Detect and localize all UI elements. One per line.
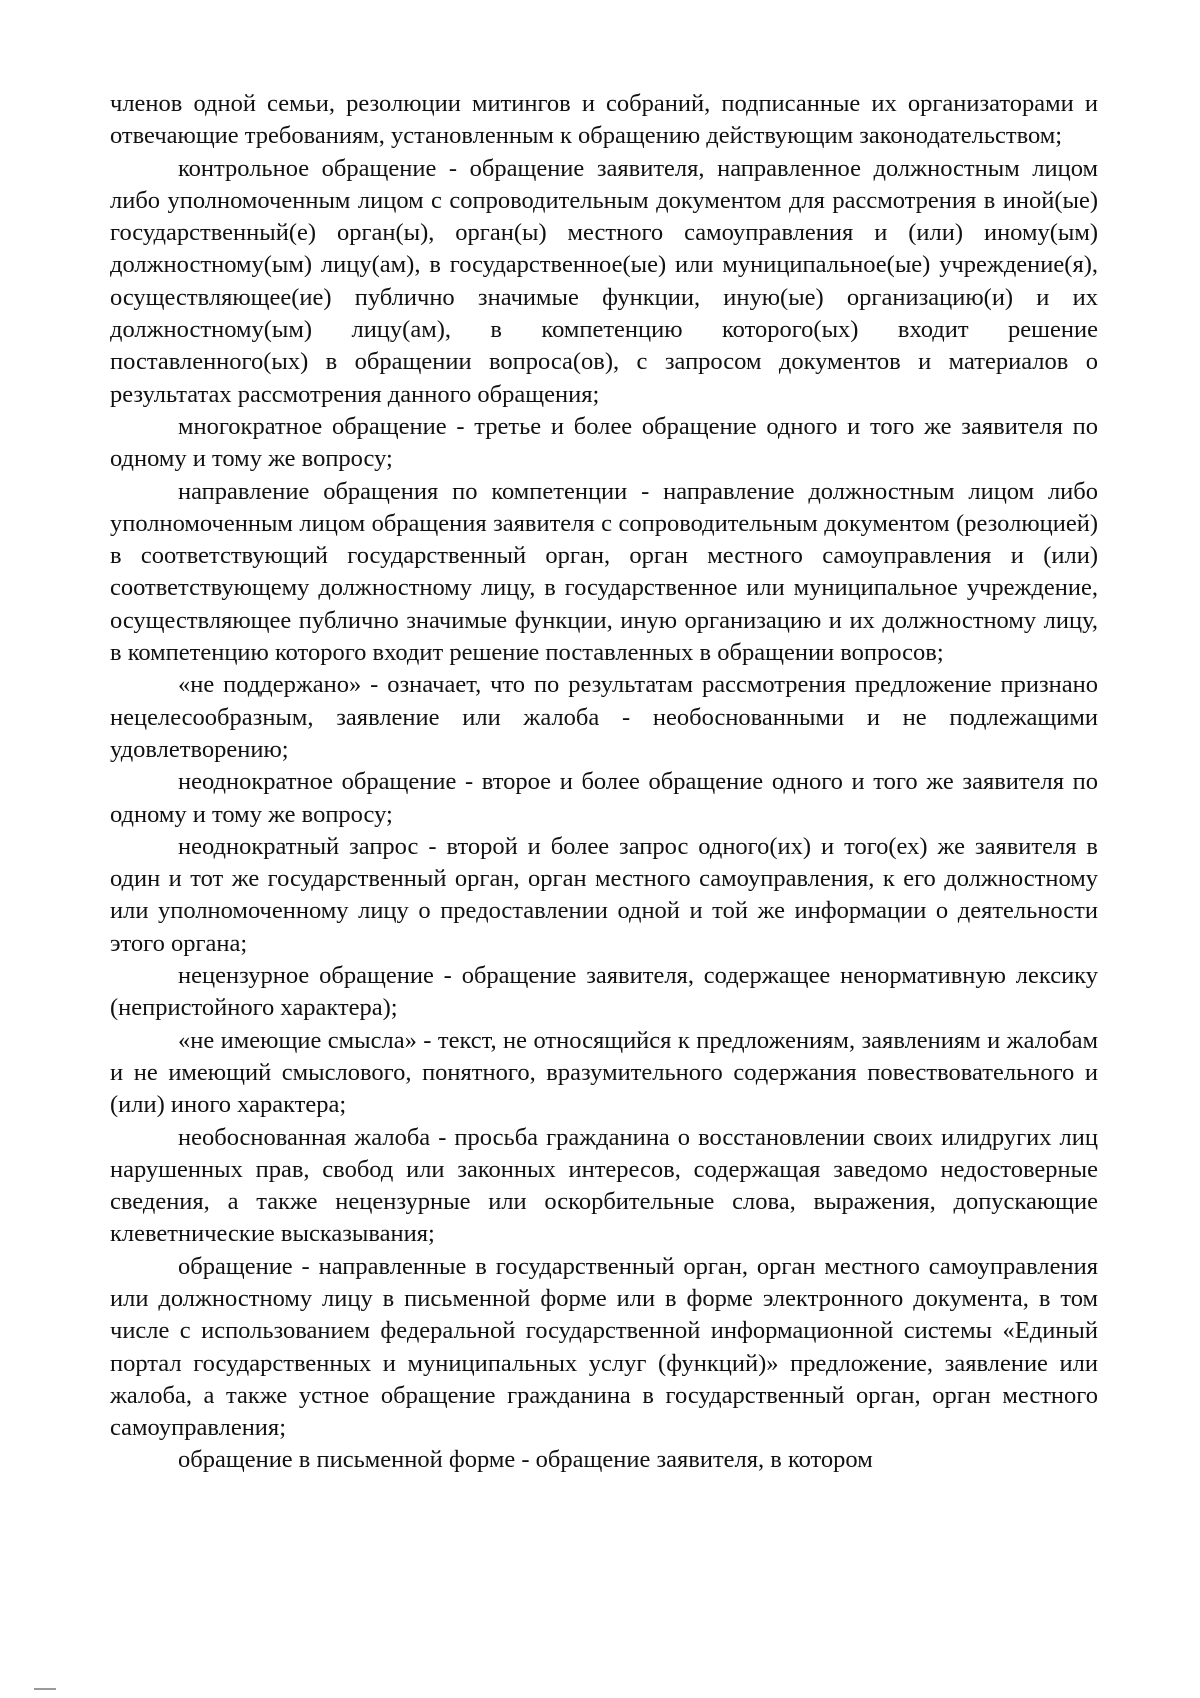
paragraph-multiple-appeal: многократное обращение - третье и более обращение одного и того же заявителя по одному и тому же вопросу; [110,412,1098,473]
paragraph-obscene-appeal: нецензурное обращение - обращение заявителя, содержащее ненормативную лексику (непристойного характера); [110,962,1098,1022]
scan-edge-mark [34,1688,56,1690]
paragraph-competence-referral: направление обращения по компетенции - направление должностным лицом либо уполномоченным лицом обращения заявителя с сопроводительным документом (резолюцией) в соответствующий государственный орган, орган местного самоуправления и (или) соответствующему должностному лицу, в государственное или муниципальное учреждение, осуществляющее публично значимые функции, иную организацию и их должностному лицу, в компетенцию которого входит решение поставленных в обращении вопросов; [110,477,1098,667]
paragraph-not-supported: «не поддержано» - означает, что по результатам рассмотрения предложение признано нецелесообразным, заявление или жалоба - необоснованными и не подлежащими удовлетворению; [110,671,1098,763]
paragraph-repeated-appeal: неоднократное обращение - второе и более обращение одного и того же заявителя по одному и тому же вопросу; [110,768,1098,828]
paragraph-control-appeal: контрольное обращение - обращение заявителя, направленное должностным лицом либо уполномоченным лицом с сопроводительным документом для рассмотрения в иной(ые) государственный(е) орган(ы), орган(ы) местного самоуправления и (или) иному(ым) должностному(ым) лицу(ам), в государственное(ые) или муниципальное(ые) учреждение(я), осуществляющее(ие) публично значимые функции, иную(ые) организацию(и) и их должностному(ым) лицу(ам), в компетенцию которого(ых) входит решение поставленного(ых) в обращении вопроса(ов), с запросом документов и материалов о результатах рассмотрения данного обращения; [110,154,1098,408]
paragraph-repeated-request: неоднократный запрос - второй и более запрос одного(их) и того(ех) же заявителя в один и тот же государственный орган, орган местного самоуправления, к его должностному или уполномоченному лицу о предоставлении одной и той же информации о деятельности этого органа; [110,832,1098,957]
paragraph-written-appeal: обращение в письменной форме - обращение заявителя, в котором [178,1446,873,1474]
paragraph-continuation: членов одной семьи, резолюции митингов и собраний, подписанные их организаторами и отвечающие требованиям, установленным к обращению действующим законодательством; [110,90,1098,150]
paragraph-unfounded-complaint: необоснованная жалоба - просьба гражданина о восстановлении своих илидругих лиц нарушенных прав, свобод или законных интересов, содержащая заведомо недостоверные сведения, а также нецензурные или оскорбительные слова, выражения, допускающие клеветнические высказывания; [110,1123,1098,1248]
paragraph-meaningless: «не имеющие смысла» - текст, не относящийся к предложениям, заявлениям и жалобам и не имеющий смыслового, понятного, вразумительного содержания повествовательного и (или) иного характера; [110,1026,1098,1119]
paragraph-appeal-definition: обращение - направленные в государственный орган, орган местного самоуправления или должностному лицу в письменной форме или в форме электронного документа, в том числе с использованием федеральной государственной информационной системы «Единый портал государственных и муниципальных услуг (функций)» предложение, заявление или жалоба, а также устное обращение гражданина в государственный орган, орган местного самоуправления; [110,1252,1098,1442]
body-text [110,88,1098,1477]
